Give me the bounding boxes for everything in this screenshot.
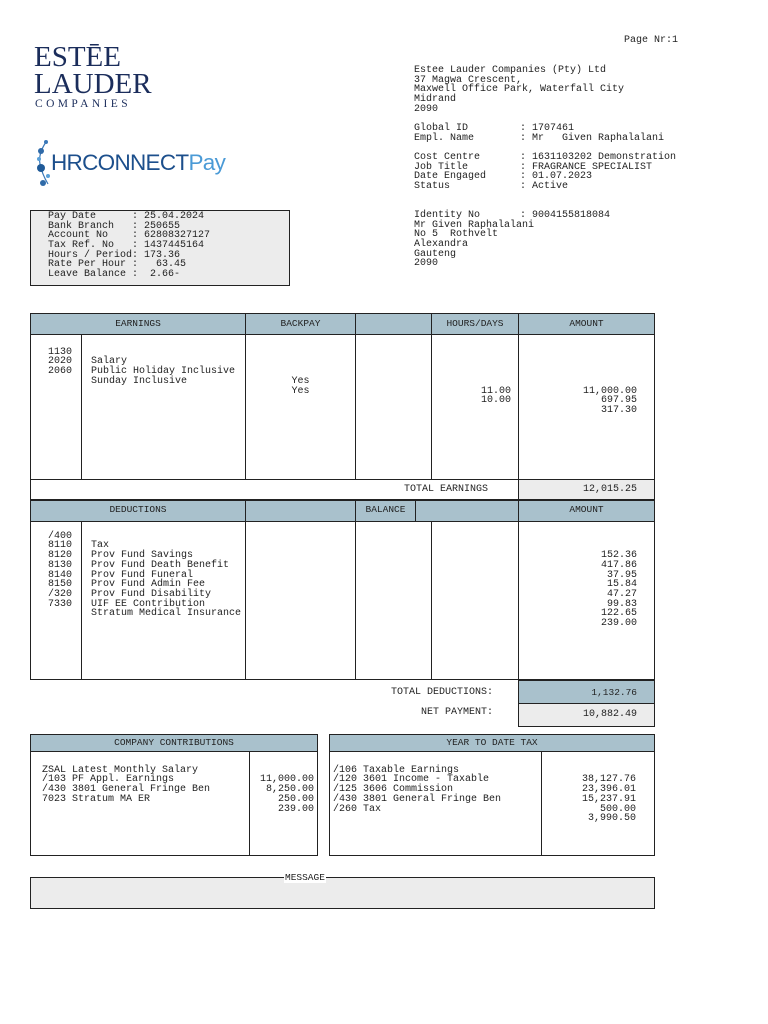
deduction-amount: 122.65 [600, 608, 637, 620]
earning-amount: 317.30 [600, 404, 637, 416]
pay-detail-row: Bank Branch : 250655 [48, 220, 181, 232]
message-label: MESSAGE [285, 872, 325, 883]
earning-desc: Salary [91, 356, 128, 368]
deduction-desc: Prov Fund Disability [91, 588, 212, 600]
deduction-amount: 15.84 [606, 579, 637, 591]
message-box [30, 872, 655, 909]
earning-hours: 10.00 [480, 395, 511, 407]
ytd-amount: 38,127.76 [581, 774, 636, 786]
pay-detail-row: Tax Ref. No : 1437445164 [48, 240, 205, 252]
hours-header: HOURS/DAYS [431, 313, 519, 335]
contrib-amount: 8,250.00 [265, 784, 314, 796]
deduction-amount: 239.00 [600, 618, 637, 629]
contrib-amount: 250.00 [277, 793, 314, 805]
contrib-desc: ZSAL Latest Monthly Salary [42, 764, 199, 776]
deduction-desc: Tax [91, 540, 110, 552]
company-line: Midrand [414, 94, 457, 106]
identity-label: Identity No [414, 210, 481, 221]
total-deductions-cell [518, 680, 655, 704]
blank-header [245, 500, 356, 522]
info-value: : 01.07.2023 [520, 171, 593, 183]
company-line: 37 Magwa Crescent, [414, 74, 523, 86]
net-payment-cell [518, 703, 655, 727]
company-line: Estee Lauder Companies (Pty) Ltd [414, 65, 607, 76]
info-label: Empl. Name [414, 132, 475, 144]
earning-code: 1130 [48, 346, 73, 358]
company-address [414, 66, 624, 114]
company-line: 2090 [414, 103, 439, 115]
deduction-amount: 152.36 [600, 550, 637, 562]
ytd-amount: 500.00 [599, 803, 636, 815]
info-value: : 1631103202 Demonstration [520, 152, 677, 163]
info-label: Job Title [414, 161, 469, 173]
info-label: Status [414, 181, 451, 193]
address-line: Mr Given Raphalalani [414, 219, 535, 231]
deduction-amount: 47.27 [606, 588, 637, 600]
deduction-code: 8110 [48, 540, 73, 552]
earning-amount: 697.95 [600, 395, 637, 407]
logo-pay: Pay [188, 150, 226, 175]
logo-line-1: ESTĒE [34, 41, 121, 73]
pay-detail-row: Pay Date : 25.04.2024 [48, 211, 205, 222]
info-label: Date Engaged [414, 171, 487, 183]
contributions-header: COMPANY CONTRIBUTIONS [30, 734, 318, 752]
contrib-desc: /430 3801 General Fringe Ben [42, 784, 211, 796]
blank-header [415, 500, 519, 522]
earning-code: 2020 [48, 356, 73, 368]
earning-amount: 11,000.00 [582, 385, 637, 397]
backpay-header: BACKPAY [245, 313, 356, 335]
ytd-amount: 15,237.91 [581, 793, 636, 805]
employee-info [414, 124, 664, 143]
contrib-desc: 7023 Stratum MA ER [42, 793, 151, 805]
earning-desc: Public Holiday Inclusive [91, 366, 236, 378]
hrconnect-pay-logo [34, 138, 244, 188]
blank-header [355, 313, 432, 335]
address-line: 2090 [414, 258, 439, 270]
ytd-tax-table [329, 734, 655, 856]
deduction-code: 8140 [48, 569, 73, 581]
contrib-desc: /103 PF Appl. Earnings [42, 774, 175, 786]
deduction-desc: Prov Fund Admin Fee [91, 579, 206, 591]
deduction-amount: 417.86 [600, 559, 637, 571]
deduction-desc: Prov Fund Funeral [91, 569, 194, 581]
total-earnings-value-cell [518, 479, 655, 500]
total-earnings-label-cell [30, 479, 519, 500]
amount-header: AMOUNT [518, 500, 655, 522]
net-payment-label: NET PAYMENT: [420, 707, 493, 718]
employee-job-info [414, 153, 676, 192]
deduction-code: 8120 [48, 550, 73, 562]
balance-header: BALANCE [355, 500, 416, 522]
deduction-code: /320 [48, 588, 73, 600]
contrib-amount: 11,000.00 [259, 774, 314, 786]
pay-details-box [30, 210, 290, 286]
earning-backpay: Yes [291, 385, 310, 397]
pay-detail-row: Hours / Period: 173.36 [48, 249, 181, 261]
deduction-code: 8150 [48, 579, 73, 591]
ytd-header: YEAR TO DATE TAX [329, 734, 655, 752]
deduction-desc: UIF EE Contribution [91, 598, 206, 610]
address-line: No 5 Rothvelt [414, 229, 499, 241]
info-value: : 1707461 [520, 123, 575, 134]
ytd-amount: 23,396.01 [581, 784, 636, 796]
address-line: Gauteng [414, 248, 457, 260]
info-value: : Active [520, 181, 569, 193]
amount-header: AMOUNT [518, 313, 655, 335]
deduction-desc: Prov Fund Savings [91, 550, 194, 562]
total-earnings-value: 12,015.25 [582, 484, 637, 495]
earnings-header: EARNINGS [30, 313, 246, 335]
ytd-desc: /120 3601 Income - Taxable [333, 774, 490, 786]
company-line: Maxwell Office Park, Waterfall City [414, 84, 625, 96]
total-deductions-value: 1,132.76 [591, 687, 637, 698]
deduction-amount: 99.83 [606, 598, 637, 610]
ytd-desc: /106 Taxable Earnings [333, 764, 460, 776]
earning-code: 2060 [48, 366, 73, 378]
deduction-code: 8130 [48, 559, 73, 571]
info-label: Cost Centre [414, 152, 481, 163]
ytd-desc: /125 3606 Commission [333, 784, 454, 796]
pay-detail-row: Account No : 62808327127 [48, 230, 211, 242]
earning-backpay: Yes [291, 375, 310, 387]
info-value: : FRAGRANCE SPECIALIST [520, 161, 653, 173]
logo-line-3: COMPANIES [35, 98, 132, 110]
ytd-desc: /260 Tax [333, 803, 382, 815]
earning-desc: Sunday Inclusive [91, 375, 188, 387]
pay-detail-row: Rate Per Hour : 63.45 [48, 259, 187, 271]
identity-value: : 9004155818084 [520, 210, 611, 221]
logo-hr: HR [51, 150, 83, 175]
logo-connect: CONNECT [82, 150, 189, 175]
info-value: : Mr Given Raphalalani [520, 132, 665, 144]
page-number: Page Nr:1 [624, 35, 679, 46]
ytd-desc: /430 3801 General Fringe Ben [333, 793, 502, 805]
deduction-desc: Prov Fund Death Benefit [91, 559, 230, 571]
contrib-amount: 239.00 [277, 803, 314, 815]
deductions-header: DEDUCTIONS [30, 500, 246, 522]
total-deductions-label: TOTAL DEDUCTIONS: [390, 687, 493, 698]
earning-hours: 11.00 [480, 385, 511, 397]
net-payment-value: 10,882.49 [582, 709, 637, 720]
total-earnings-label: TOTAL EARNINGS [403, 484, 488, 495]
info-label: Global ID [414, 123, 469, 134]
deduction-code: 7330 [48, 598, 73, 610]
deduction-amount: 37.95 [606, 569, 637, 581]
pay-detail-row: Leave Balance : 2.66- [48, 269, 181, 281]
logo-line-2: LAUDER [34, 68, 152, 100]
estee-lauder-logo [34, 41, 152, 110]
deduction-desc: Stratum Medical Insurance [91, 608, 242, 620]
deduction-code: /400 [48, 530, 73, 542]
employee-address [414, 211, 610, 269]
address-line: Alexandra [414, 239, 469, 251]
company-contributions-table [30, 734, 318, 856]
ytd-amount: 3,990.50 [587, 813, 636, 825]
